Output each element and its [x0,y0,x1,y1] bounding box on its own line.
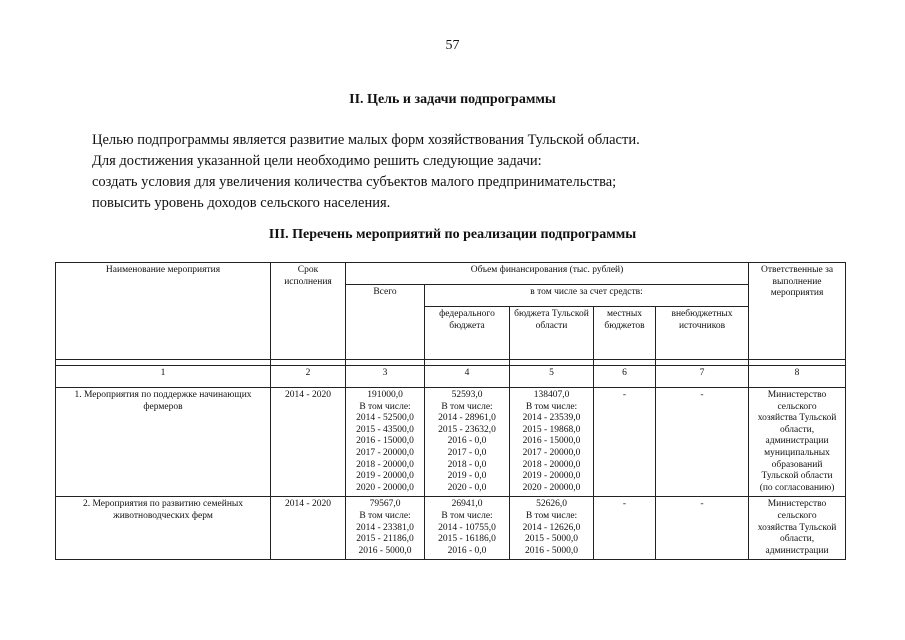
column-number: 5 [510,366,594,388]
column-number: 2 [271,366,346,388]
header-name: Наименование мероприятия [56,263,271,360]
measure-federal: 26941,0 В том числе: 2014 - 10755,0 2015 - 16186,0 2016 - 0,0 [425,497,510,560]
paragraph-line: повысить уровень доходов сельского населения. [92,195,391,211]
measures-table [55,262,846,560]
header-term: Срок исполнения [271,263,346,360]
measure-name: 2. Мероприятия по развитию семейных животноводческих ферм [56,497,271,560]
measure-total: 79567,0 В том числе: 2014 - 23381,0 2015 - 21186,0 2016 - 5000,0 [346,497,425,560]
section-2-title: II. Цель и задачи подпрограммы [349,92,556,107]
table-row [56,497,846,560]
measure-federal: 52593,0 В том числе: 2014 - 28961,0 2015 - 23632,0 2016 - 0,0 2017 - 0,0 2018 - 0,0 2019 - 0,0 2020 - 0,0 [425,388,510,497]
header-responsible: Ответственные за выполнение мероприятия [749,263,846,360]
measure-regional: 52626,0 В том числе: 2014 - 12626,0 2015 - 5000,0 2016 - 5000,0 [510,497,594,560]
header-including: в том числе за счет средств: [425,285,749,307]
measure-total: 191000,0 В том числе: 2014 - 52500,0 2015 - 43500,0 2016 - 15000,0 2017 - 20000,0 2018 - 20000,0 2019 - 20000,0 2020 - 20000,0 [346,388,425,497]
table-row [56,388,846,497]
column-number: 3 [346,366,425,388]
goal-paragraph [92,130,812,214]
paragraph-line: Целью подпрограммы является развитие малых форм хозяйствования Тульской области. [92,132,640,148]
measure-extra: - [656,388,749,497]
measure-regional: 138407,0 В том числе: 2014 - 23539,0 2015 - 19868,0 2016 - 15000,0 2017 - 20000,0 2018 - 20000,0 2019 - 20000,0 2020 - 20000,0 [510,388,594,497]
column-number: 6 [594,366,656,388]
paragraph-line: Для достижения указанной цели необходимо решить следующие задачи: [92,153,542,169]
measure-name: 1. Мероприятия по поддержке начинающих фермеров [56,388,271,497]
measure-local: - [594,497,656,560]
measure-term: 2014 - 2020 [271,497,346,560]
column-number: 1 [56,366,271,388]
header-regional: бюджета Тульской области [510,307,594,360]
header-local: местных бюджетов [594,307,656,360]
header-extra: внебюджетных источников [656,307,749,360]
header-row-1 [56,263,846,285]
measure-extra: - [656,497,749,560]
column-number-row [56,366,846,388]
measure-responsible: Министерство сельского хозяйства Тульской области, администрации [749,497,846,560]
page-number: 57 [445,38,460,53]
paragraph-line: создать условия для увеличения количества субъектов малого предпринимательства; [92,174,617,190]
header-funding: Объем финансирования (тыс. рублей) [346,263,749,285]
header-total: Всего [346,285,425,360]
column-number: 4 [425,366,510,388]
section-3-title: III. Перечень мероприятий по реализации подпрограммы [268,227,637,242]
column-number: 7 [656,366,749,388]
measure-responsible: Министерство сельского хозяйства Тульской области, администрации муниципальных образований Тульской области (по согласованию) [749,388,846,497]
column-number: 8 [749,366,846,388]
measure-local: - [594,388,656,497]
measure-term: 2014 - 2020 [271,388,346,497]
header-federal: федерального бюджета [425,307,510,360]
